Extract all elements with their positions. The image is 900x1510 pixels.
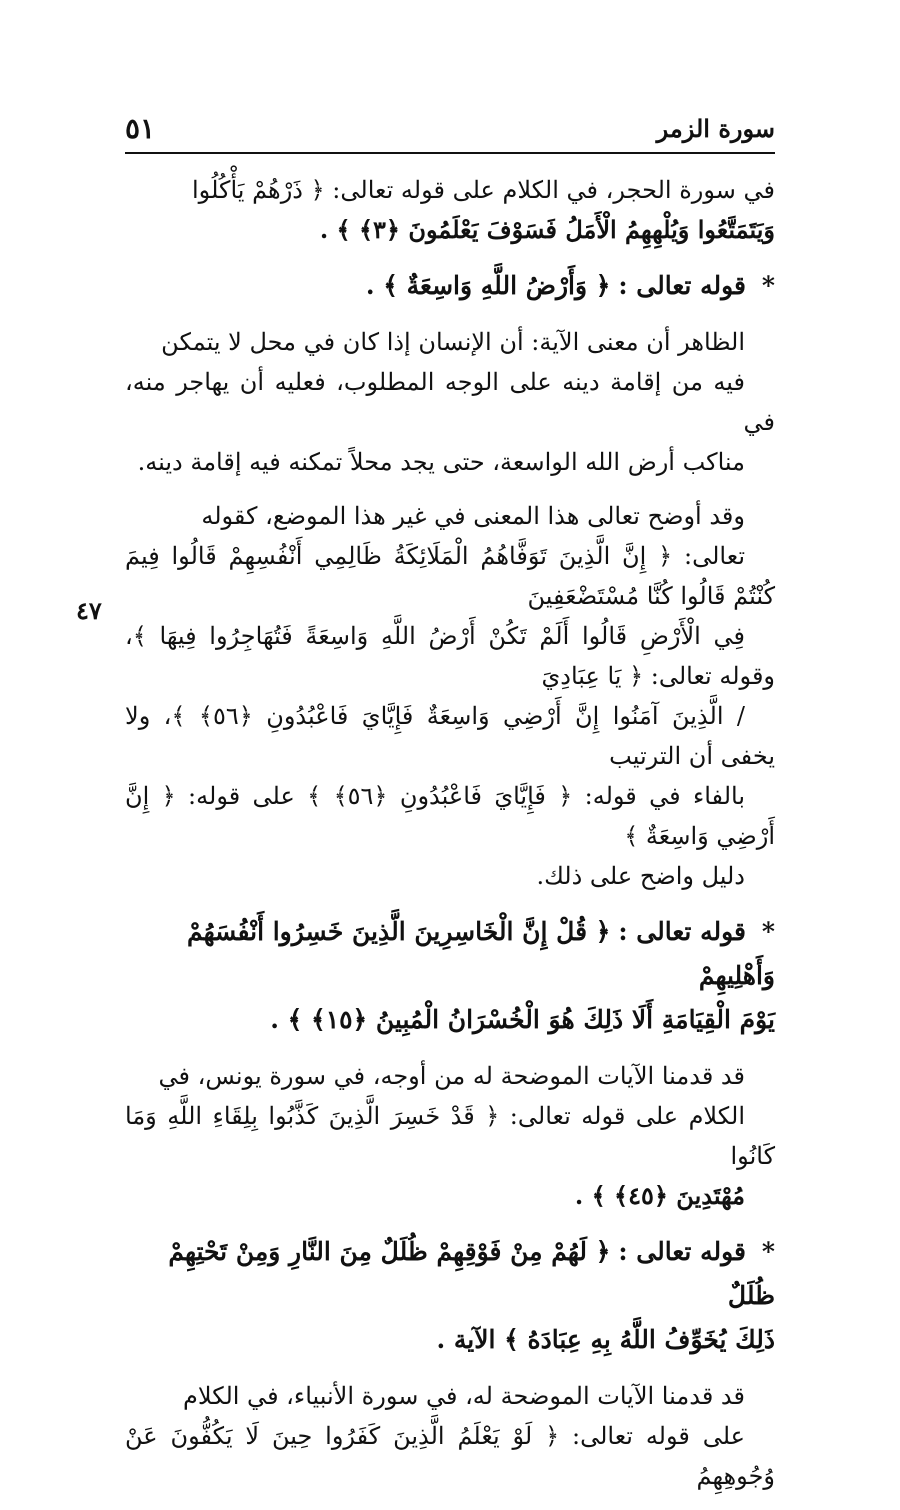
star-marker: * [761,271,775,300]
text-line: في سورة الحجر، في الكلام على قوله تعالى: ﴿ ذَرْهُمْ يَأْكُلُوا [192,176,775,204]
paragraph-anbiya-reference [125,1376,775,1496]
text-line: فيه من إقامة دينه على الوجه المطلوب، فعليه أن يهاجر منه، في [125,368,775,436]
page [125,112,775,1510]
verse-line: مُهْتَدِينَ ﴿٤٥﴾ ﴾ . [574,1181,745,1210]
margin-page-reference: ٤٧ [76,596,102,625]
text-line: فِي الْأَرْضِ قَالُوا أَلَمْ تَكُنْ أَرْضُ اللَّهِ وَاسِعَةً فَتُهَاجِرُوا فِيهَا ﴾، وقوله تعالى: ﴿ يَا عِبَادِيَ [125,622,775,690]
page-body [125,170,775,1496]
verse-text: ﴿ لَهُمْ مِنْ فَوْقِهِمْ ظُلَلٌ مِنَ النَّارِ وَمِنْ تَحْتِهِمْ ظُلَلٌ [168,1237,775,1310]
verse-line: ذَلِكَ يُخَوِّفُ اللَّهُ بِهِ عِبَادَهُ ﴾ الآية . [436,1325,775,1354]
text-line: الكلام على قوله تعالى: ﴿ قَدْ خَسِرَ الَّذِينَ كَذَّبُوا بِلِقَاءِ اللَّهِ وَمَا كَانُوا [125,1102,775,1170]
text-line: قد قدمنا الآيات الموضحة له، في سورة الأنبياء، في الكلام [183,1382,745,1410]
text-line: على قوله تعالى: ﴿ لَوْ يَعْلَمُ الَّذِينَ كَفَرُوا حِينَ لَا يَكُفُّونَ عَنْ وُجُوهِهِمُ [125,1422,775,1490]
heading-wa-ardullah [125,264,775,308]
paragraph-meaning [125,322,775,482]
star-marker: * [761,917,775,946]
page-header [125,112,775,154]
paragraph-explanation [125,496,775,896]
text-line: وقد أوضح تعالى هذا المعنى في غير هذا الموضع، كقوله [201,502,745,530]
heading-al-khasirin [125,910,775,1042]
text-line: بالفاء في قوله: ﴿ فَإِيَّايَ فَاعْبُدُونِ ﴿٥٦﴾ ﴾ على قوله: ﴿ إِنَّ أَرْضِي وَاسِعَةٌ ﴾ [125,782,775,850]
heading-label: قوله تعالى : [618,1237,746,1266]
paragraph-yunus-reference [125,1056,775,1216]
heading-zulal [125,1230,775,1362]
paragraph-hijr-reference [125,170,775,250]
text-line: مناكب أرض الله الواسعة، حتى يجد محلاً تمكنه فيه إقامة دينه. [137,448,745,476]
page-number: ٥١ [125,112,156,145]
heading-label: قوله تعالى : [618,917,746,946]
verse-line: وَيَتَمَتَّعُوا وَيُلْهِهِمُ الْأَمَلُ فَسَوْفَ يَعْلَمُونَ ﴿٣﴾ ﴾ . [319,215,775,244]
verse-text: ﴿ قُلْ إِنَّ الْخَاسِرِينَ الَّذِينَ خَسِرُوا أَنْفُسَهُمْ وَأَهْلِيهِمْ [187,917,775,990]
running-title: سورة الزمر [656,114,775,143]
star-marker: * [761,1237,775,1266]
text-line: تعالى: ﴿ إِنَّ الَّذِينَ تَوَفَّاهُمُ الْمَلَائِكَةُ ظَالِمِي أَنْفُسِهِمْ قَالُوا فِيمَ كُنْتُمْ قَالُوا كُنَّا مُسْتَضْعَفِينَ [125,542,775,610]
text-line: الظاهر أن معنى الآية: أن الإنسان إذا كان في محل لا يتمكن [161,328,745,356]
text-line: / الَّذِينَ آمَنُوا إِنَّ أَرْضِي وَاسِعَةٌ فَإِيَّايَ فَاعْبُدُونِ ﴿٥٦﴾ ﴾، ولا يخفى أن الترتيب [125,702,775,770]
text-line: قد قدمنا الآيات الموضحة له من أوجه، في سورة يونس، في [158,1062,745,1090]
verse-line: يَوْمَ الْقِيَامَةِ أَلَا ذَلِكَ هُوَ الْخُسْرَانُ الْمُبِينُ ﴿١٥﴾ ﴾ . [270,1005,775,1034]
verse-text: ﴿ وَأَرْضُ اللَّهِ وَاسِعَةٌ ﴾ . [365,271,611,300]
heading-label: قوله تعالى : [618,271,746,300]
text-line: دليل واضح على ذلك. [536,862,745,890]
